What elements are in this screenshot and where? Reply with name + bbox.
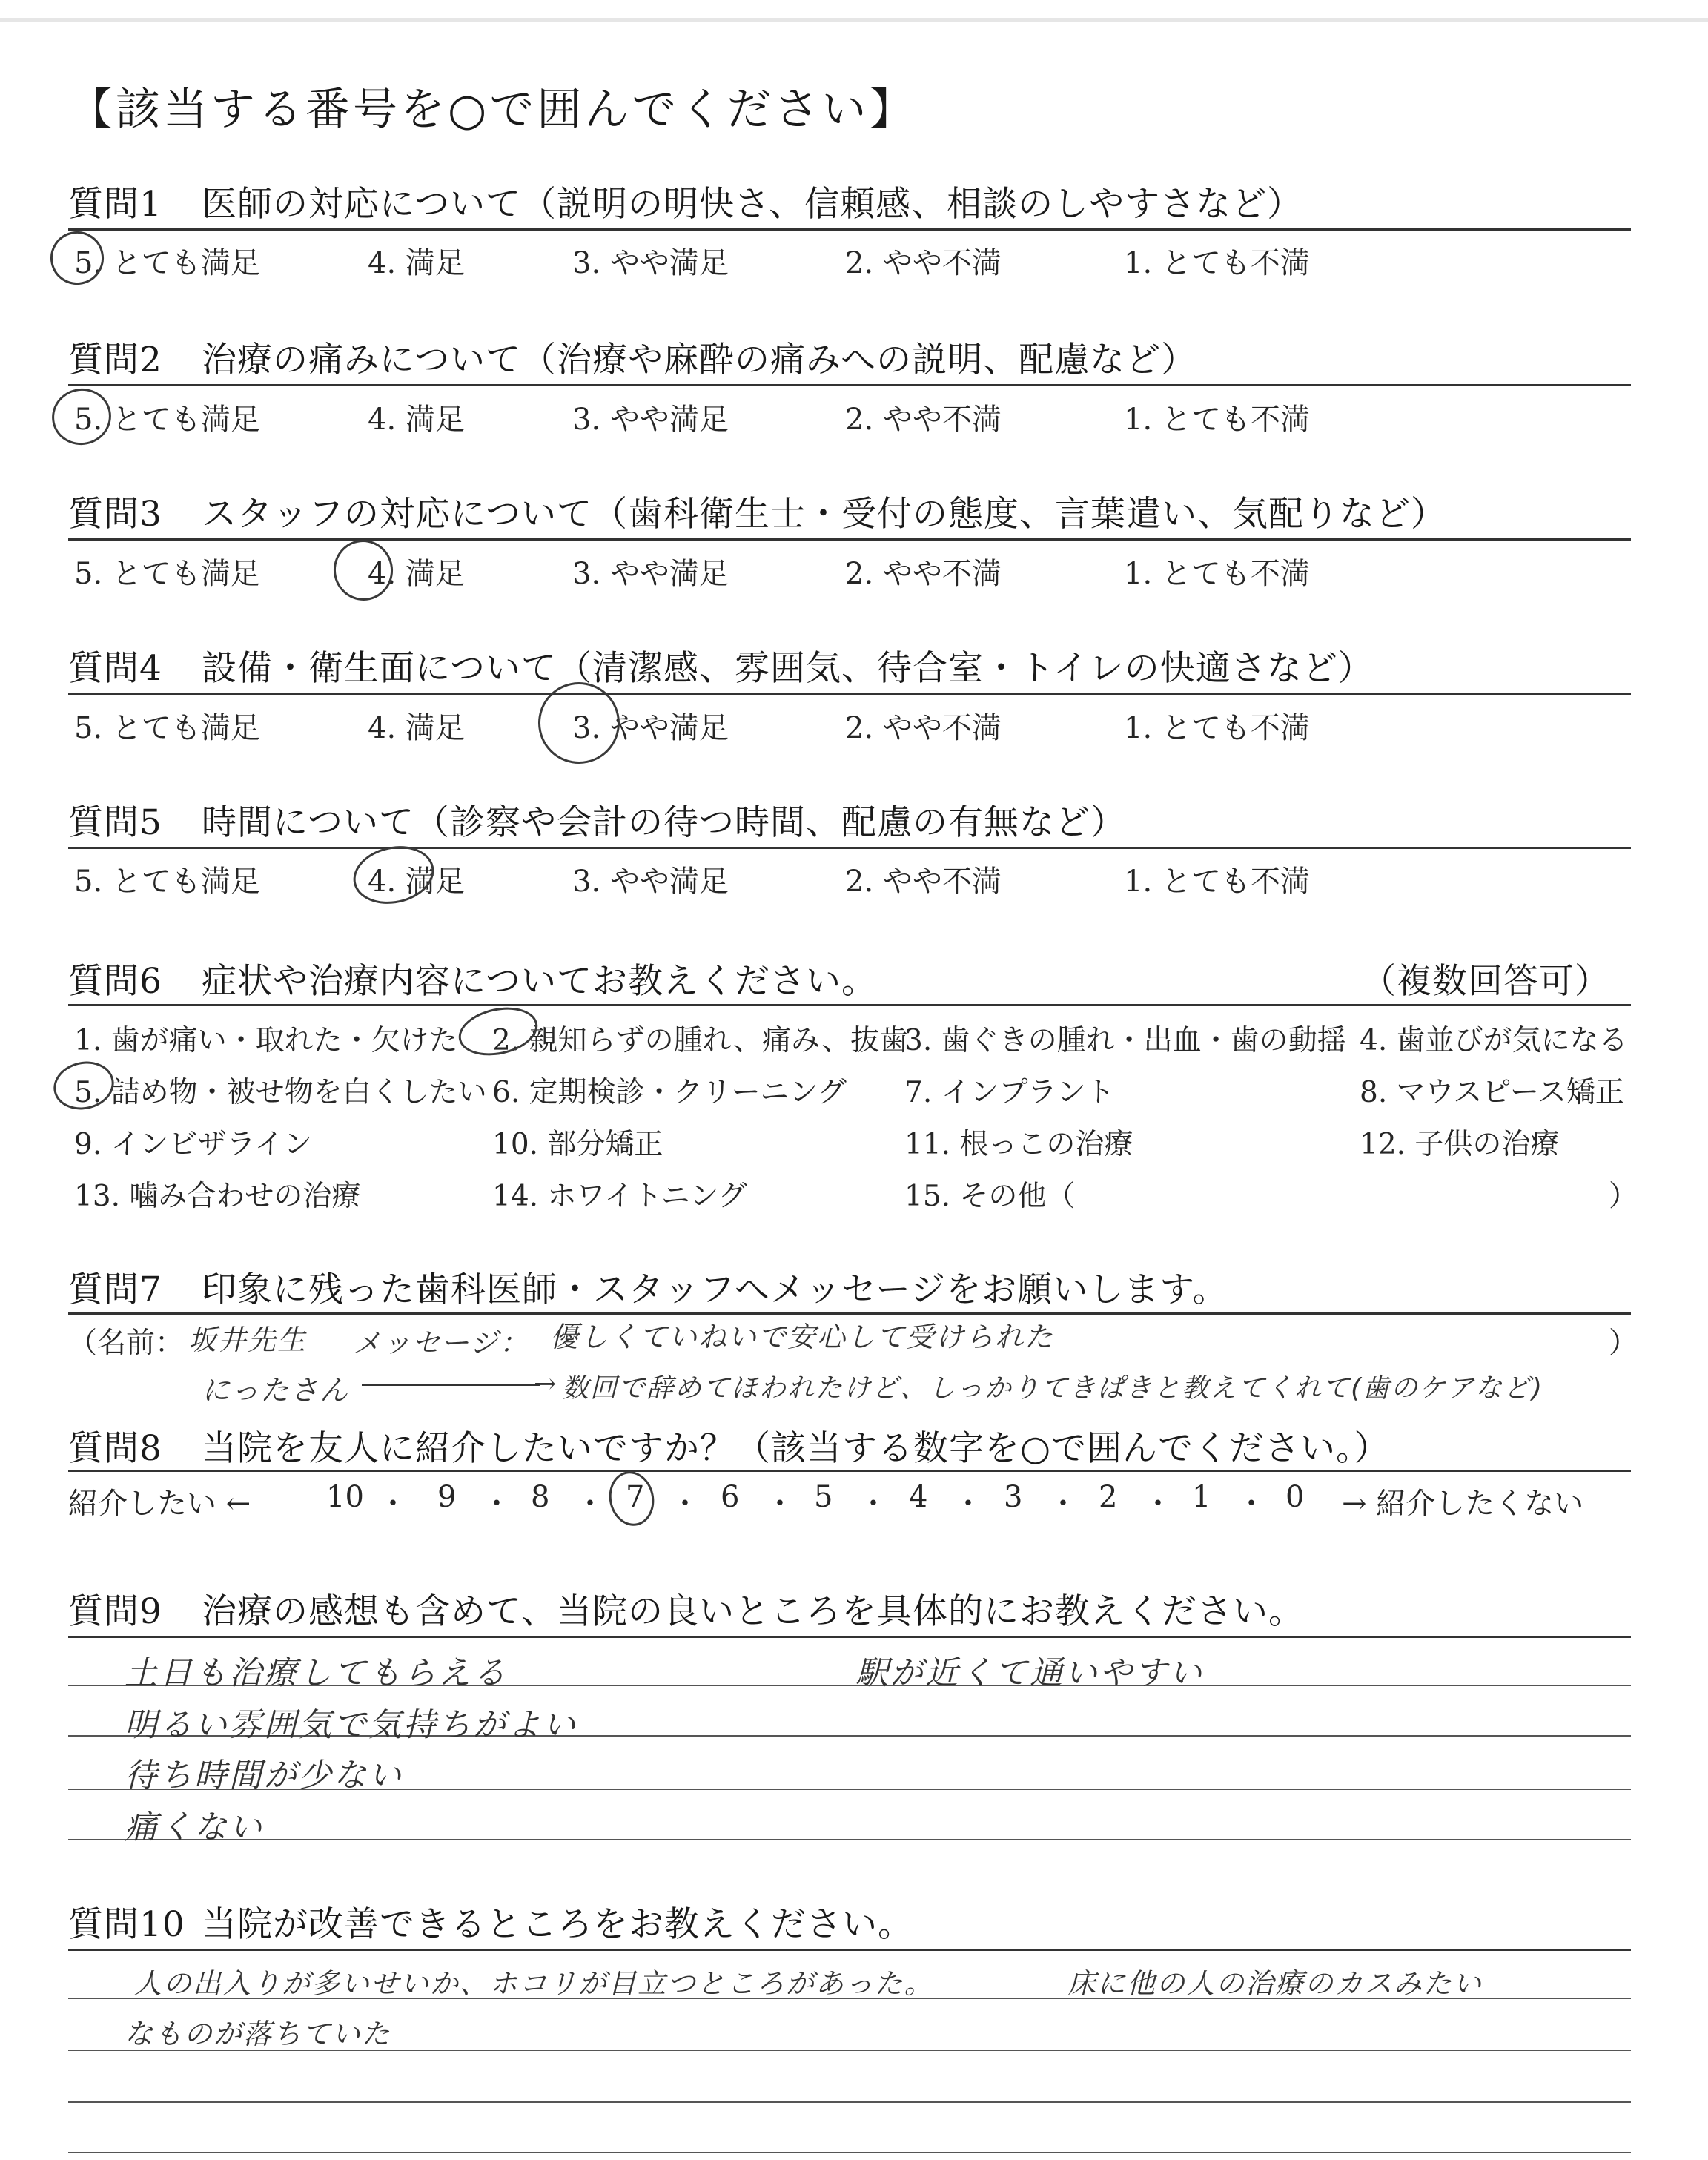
q10-answer-3: なものが落ちていた [125,2018,391,2050]
q6-item-5[interactable]: 5. 詰め物・被せ物を白くしたい [74,1076,487,1109]
q8-sep-7: ・ [953,1487,983,1521]
q2-rule [68,384,1631,386]
q8-rule [68,1470,1631,1472]
q8-sep-3: ・ [575,1487,605,1521]
q9-answer-1: 土日も治療してもらえる [125,1654,508,1692]
q5-option-4[interactable]: 4. 満足 [368,865,465,899]
q9-rule-0 [68,1636,1631,1638]
q9-answer-5: 痛くない [125,1809,264,1846]
q8-answer-circle [604,1467,659,1530]
q5-label: 質問5 [68,802,162,843]
q8-score-0[interactable]: 0 [1285,1480,1305,1514]
q1-option-2[interactable]: 2. やや不満 [845,246,1002,280]
q1-rule [68,228,1631,231]
q9-text: 治療の感想も含めて、当院の良いところを具体的にお教えください。 [202,1591,1305,1632]
q8-score-9[interactable]: 9 [437,1480,457,1514]
q6-item-15[interactable]: 15. その他（ [904,1180,1076,1213]
q2-option-1[interactable]: 1. とても不満 [1124,403,1310,437]
q6-item-1[interactable]: 1. 歯が痛い・取れた・欠けた [74,1024,458,1057]
q8-sep-8: ・ [1048,1487,1078,1521]
q2-option-5[interactable]: 5. とても満足 [74,403,260,437]
q8-score-2[interactable]: 2 [1099,1480,1118,1514]
q8-right-label: → 紹介したくない [1342,1487,1584,1521]
q8-score-1[interactable]: 1 [1192,1480,1211,1514]
page-title: 【該当する番号を○で囲んでください】 [68,84,917,136]
q6-item-4[interactable]: 4. 歯並びが気になる [1360,1024,1628,1057]
q8-sep-9: ・ [1143,1487,1173,1521]
q4-option-1[interactable]: 1. とても不満 [1124,711,1310,745]
q6-item-6[interactable]: 6. 定期検診・クリーニング [492,1076,847,1109]
q8-score-4[interactable]: 4 [909,1480,928,1514]
q3-option-4[interactable]: 4. 満足 [368,557,465,591]
q3-option-3[interactable]: 3. やや満足 [572,557,729,591]
q1-option-3[interactable]: 3. やや満足 [572,246,729,280]
q6-item-11[interactable]: 11. 根っこの治療 [904,1128,1133,1161]
scan-edge [0,18,1708,22]
q3-label: 質問3 [68,494,162,535]
q9-answer-3: 明るい雰囲気で気持ちがよい [125,1706,577,1744]
q8-text: 当院を友人に紹介したいですか？（該当する数字を○で囲んでください。） [202,1428,1390,1469]
q6-item-10[interactable]: 10. 部分矯正 [492,1128,663,1161]
q5-text: 時間について（診察や会計の待つ時間、配慮の有無など） [202,802,1127,843]
q6-item-7[interactable]: 7. インプラント [904,1076,1115,1109]
q6-item-9[interactable]: 9. インビザライン [74,1128,313,1161]
q10-rule-0 [68,1949,1631,1951]
q2-answer-circle [47,383,116,451]
q4-text: 設備・衛生面について（清潔感、雰囲気、待合室・トイレの快適さなど） [202,648,1374,689]
q10-text: 当院が改善できるところをお教えください。 [202,1904,913,1945]
q1-option-4[interactable]: 4. 満足 [368,246,465,280]
q2-option-3[interactable]: 3. やや満足 [572,403,729,437]
q9-rule-4 [68,1839,1631,1840]
q5-option-2[interactable]: 2. やや不満 [845,865,1002,899]
q4-rule [68,693,1631,695]
q4-option-5[interactable]: 5. とても満足 [74,711,260,745]
q5-option-1[interactable]: 1. とても不満 [1124,865,1310,899]
q1-option-5[interactable]: 5. とても満足 [74,246,260,280]
q7-name-line2: にったさん [202,1374,350,1407]
q4-label: 質問4 [68,648,162,689]
q7-name-prefix: （名前： [68,1327,185,1360]
q2-option-2[interactable]: 2. やや不満 [845,403,1002,437]
q7-close-paren: ） [1609,1327,1638,1360]
q6-label: 質問6 [68,961,162,1002]
q3-answer-circle [328,535,398,607]
q2-text: 治療の痛みについて（治療や麻酔の痛みへの説明、配慮など） [202,340,1197,380]
q7-name-value: 坂井先生 [188,1324,308,1356]
q6-other-close: ） [1609,1180,1638,1213]
q4-option-2[interactable]: 2. やや不満 [845,711,1002,745]
q8-score-6[interactable]: 6 [721,1480,740,1514]
q10-rule-4 [68,2152,1631,2153]
q10-rule-3 [68,2101,1631,2103]
q6-text: 症状や治療内容についてお教えください。 [202,961,878,1002]
arrow-right-icon: → [534,1369,557,1399]
q10-label: 質問10 [68,1904,185,1945]
q5-rule [68,847,1631,849]
q2-label: 質問2 [68,340,162,380]
q3-option-1[interactable]: 1. とても不満 [1124,557,1310,591]
q8-sep-5: ・ [765,1487,795,1521]
q8-label: 質問8 [68,1428,162,1469]
q8-sep-10: ・ [1237,1487,1266,1521]
q5-option-5[interactable]: 5. とても満足 [74,865,260,899]
q1-label: 質問1 [68,184,162,225]
q8-score-3[interactable]: 3 [1004,1480,1023,1514]
q6-item-13[interactable]: 13. 噛み合わせの治療 [74,1180,361,1213]
q7-label: 質問7 [68,1269,162,1310]
q1-text: 医師の対応について（説明の明快さ、信頼感、相談のしやすさなど） [202,184,1303,225]
q8-score-8[interactable]: 8 [531,1480,550,1514]
q7-arrow-line [362,1384,540,1386]
q10-answer-2: 床に他の人の治療のカスみたい [1068,1967,1483,2000]
q8-sep-6: ・ [858,1487,888,1521]
q7-message-line2: 数回で辞めてほわれたけど、しっかりてきぱきと教えてくれて(歯のケアなど) [562,1373,1544,1404]
q2-option-4[interactable]: 4. 満足 [368,403,465,437]
q4-option-4[interactable]: 4. 満足 [368,711,465,745]
q9-answer-2: 駅が近くて通いやすい [855,1654,1204,1692]
q9-label: 質問9 [68,1591,162,1632]
q3-text: スタッフの対応について（歯科衛生士・受付の態度、言葉遣い、気配りなど） [202,494,1447,535]
q3-option-5[interactable]: 5. とても満足 [74,557,260,591]
q5-option-3[interactable]: 3. やや満足 [572,865,729,899]
q6-item-12[interactable]: 12. 子供の治療 [1360,1128,1560,1161]
q8-left-label: 紹介したい ← [68,1487,251,1521]
q1-option-1[interactable]: 1. とても不満 [1124,246,1310,280]
q10-answer-1: 人の出入りが多いせいか、ホコリが目立つところがあった。 [133,1967,934,2000]
q8-score-7[interactable]: 7 [626,1480,645,1514]
q3-option-2[interactable]: 2. やや不満 [845,557,1002,591]
q6-item-2[interactable]: 2. 親知らずの腫れ、痛み、抜歯 [492,1024,909,1057]
q6-note: （複数回答可） [1361,961,1610,1002]
q6-rule [68,1004,1631,1006]
q8-score-5[interactable]: 5 [814,1480,833,1514]
q8-sep-4: ・ [670,1487,700,1521]
q8-score-10[interactable]: 10 [326,1480,364,1514]
q8-sep-1: ・ [378,1487,408,1521]
q6-item-8[interactable]: 8. マウスピース矯正 [1360,1076,1624,1109]
q7-message-line1: 優しくていねいで安心して受けられた [550,1321,1055,1353]
q9-answer-4: 待ち時間が少ない [125,1757,403,1794]
q5-answer-circle [348,839,439,911]
q6-item-3[interactable]: 3. 歯ぐきの腫れ・出血・歯の動揺 [904,1024,1346,1057]
q8-sep-2: ・ [482,1487,512,1521]
q7-message-prefix: メッセージ： [353,1327,529,1359]
q3-rule [68,538,1631,541]
q7-text: 印象に残った歯科医師・スタッフへメッセージをお願いします。 [202,1269,1228,1310]
q6-item-14[interactable]: 14. ホワイトニング [492,1180,747,1213]
q4-option-3[interactable]: 3. やや満足 [572,711,729,745]
